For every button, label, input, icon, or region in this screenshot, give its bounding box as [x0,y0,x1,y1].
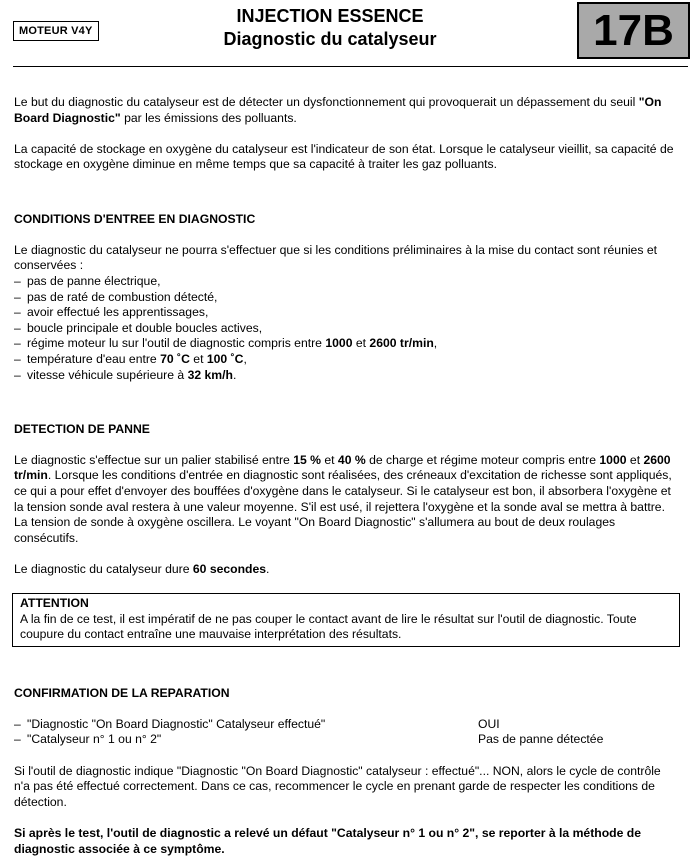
section-heading-conditions: CONDITIONS D'ENTREE EN DIAGNOSTIC [14,211,256,226]
confirmation-row-value: Pas de panne détectée [478,732,604,747]
text-run-bold: 2600 tr/min [369,336,434,351]
list-item: – avoir effectué les apprentissages, [14,305,678,321]
detection-paragraph-2 [14,562,678,578]
text-run: et [626,452,644,467]
list-item: – boucle principale et double boucles actives, [14,321,678,337]
list-item [14,368,678,384]
text-run-bold: 32 km/h [187,367,233,382]
text-run: Le but du diagnostic du catalyseur est de détecter un dysfonctionnement qui provoquerait un dépassement du seuil [14,95,639,109]
text-run: , [433,336,438,351]
text-run: . [266,562,270,577]
section-number-badge: 17B [577,2,690,59]
text-run-bold: 40 % [337,452,366,467]
text-run-bold: 1000 [599,452,627,467]
attention-title: ATTENTION [20,596,89,611]
text-run: de charge et régime moteur compris entre [365,452,600,467]
header-divider [13,66,688,67]
text-run-bold: 60 secondes [192,562,267,577]
confirmation-row [14,717,678,733]
confirmation-row [14,732,678,748]
text-run-bold: 100 ˚C [206,351,244,366]
text-run: température d'eau entre [27,351,161,366]
text-run: régime moteur lu sur l'outil de diagnostic compris entre [27,336,326,351]
title-block [140,5,520,51]
list-item: – pas de panne électrique, [14,274,678,290]
text-run: et [352,336,370,351]
attention-text: A la fin de ce test, il est impératif de ne pas couper le contact avant de lire le résultat sur l'outil de diagnostic. Toute coupure du contact entraîne une mauvaise interprétation des résultats. [20,611,637,642]
document-body [14,95,678,857]
text-run-bold: "On Board Diagnostic" [14,95,662,125]
text-run-bold: 15 % [293,452,321,467]
attention-box [12,593,680,647]
text-run-bold: 70 ˚C [160,351,190,366]
intro-paragraph-2: La capacité de stockage en oxygène du catalyseur est l'indicateur de son état. Lorsque le catalyseur vieillit, sa capacité de stockage en oxygène diminue en même temps que sa capacité à traiter les gaz polluants. [14,141,674,172]
text-run: Le diagnostic s'effectue sur un palier stabilisé entre [14,452,294,467]
confirmation-paragraph-2: Si après le test, l'outil de diagnostic a relevé un défaut "Catalyseur n° 1 ou n° 2", se reporter à la méthode de diagnostic associée à ce symptôme. [14,825,641,856]
confirmation-row-label: "Diagnostic "On Board Diagnostic" Catalyseur effectué" [27,716,326,731]
text-run: . [232,367,237,382]
confirmation-row-label: "Catalyseur n° 1 ou n° 2" [27,732,162,747]
list-item [14,336,678,352]
detection-paragraph-1 [14,453,678,547]
intro-paragraph-1 [14,95,678,126]
text-run: Le diagnostic du catalyseur dure [14,562,193,577]
text-run: par les émissions des polluants. [120,110,297,125]
text-run-bold: 1000 [325,336,353,351]
text-run: et [320,452,338,467]
engine-label: MOTEUR V4Y [13,21,99,41]
text-run: et [189,351,207,366]
section-heading-detection: DETECTION DE PANNE [14,421,150,436]
conditions-list [14,274,678,383]
confirmation-row-value: OUI [478,716,500,731]
text-run: vitesse véhicule supérieure à [27,367,188,382]
text-run-bold: 2600 tr/min [14,452,671,483]
section-heading-confirmation: CONFIRMATION DE LA REPARATION [14,685,230,700]
conditions-intro: Le diagnostic du catalyseur ne pourra s'effectuer que si les conditions préliminaires à la mise du contact sont réunies et conservées : [14,242,657,273]
list-item [14,352,678,368]
page-subtitle: Diagnostic du catalyseur [223,29,437,49]
text-run: , [243,351,247,366]
confirmation-paragraph-1: Si l'outil de diagnostic indique "Diagnostic "On Board Diagnostic" catalyseur : effectué"... NON, alors le cycle de contrôle n'a pas été effectué correctement. Dans ce cas, recommencer le cycle en prenant garde de respecter les conditions de détection. [14,763,661,809]
list-item: – pas de raté de combustion détecté, [14,290,678,306]
text-run: . Lorsque les conditions d'entrée en diagnostic sont réalisées, des créneaux d'excitation de richesse sont appliqués, ce qui a pour effet d'envoyer des bouffées d'oxygène dans le catalyseur. Si le catalyseur est bon, il absorbera l'oxygène et la tension sonde aval restera à une valeur moyenne. S'il est usé, il rejettera l'oxygène et la sonde aval se mettra à battre. La tension de sonde à oxygène oscillera. Le voyant "On Board Diagnostic" s'allumera au bout de deux roulages consécutifs. [14,468,672,545]
page-title: INJECTION ESSENCE [236,6,424,26]
